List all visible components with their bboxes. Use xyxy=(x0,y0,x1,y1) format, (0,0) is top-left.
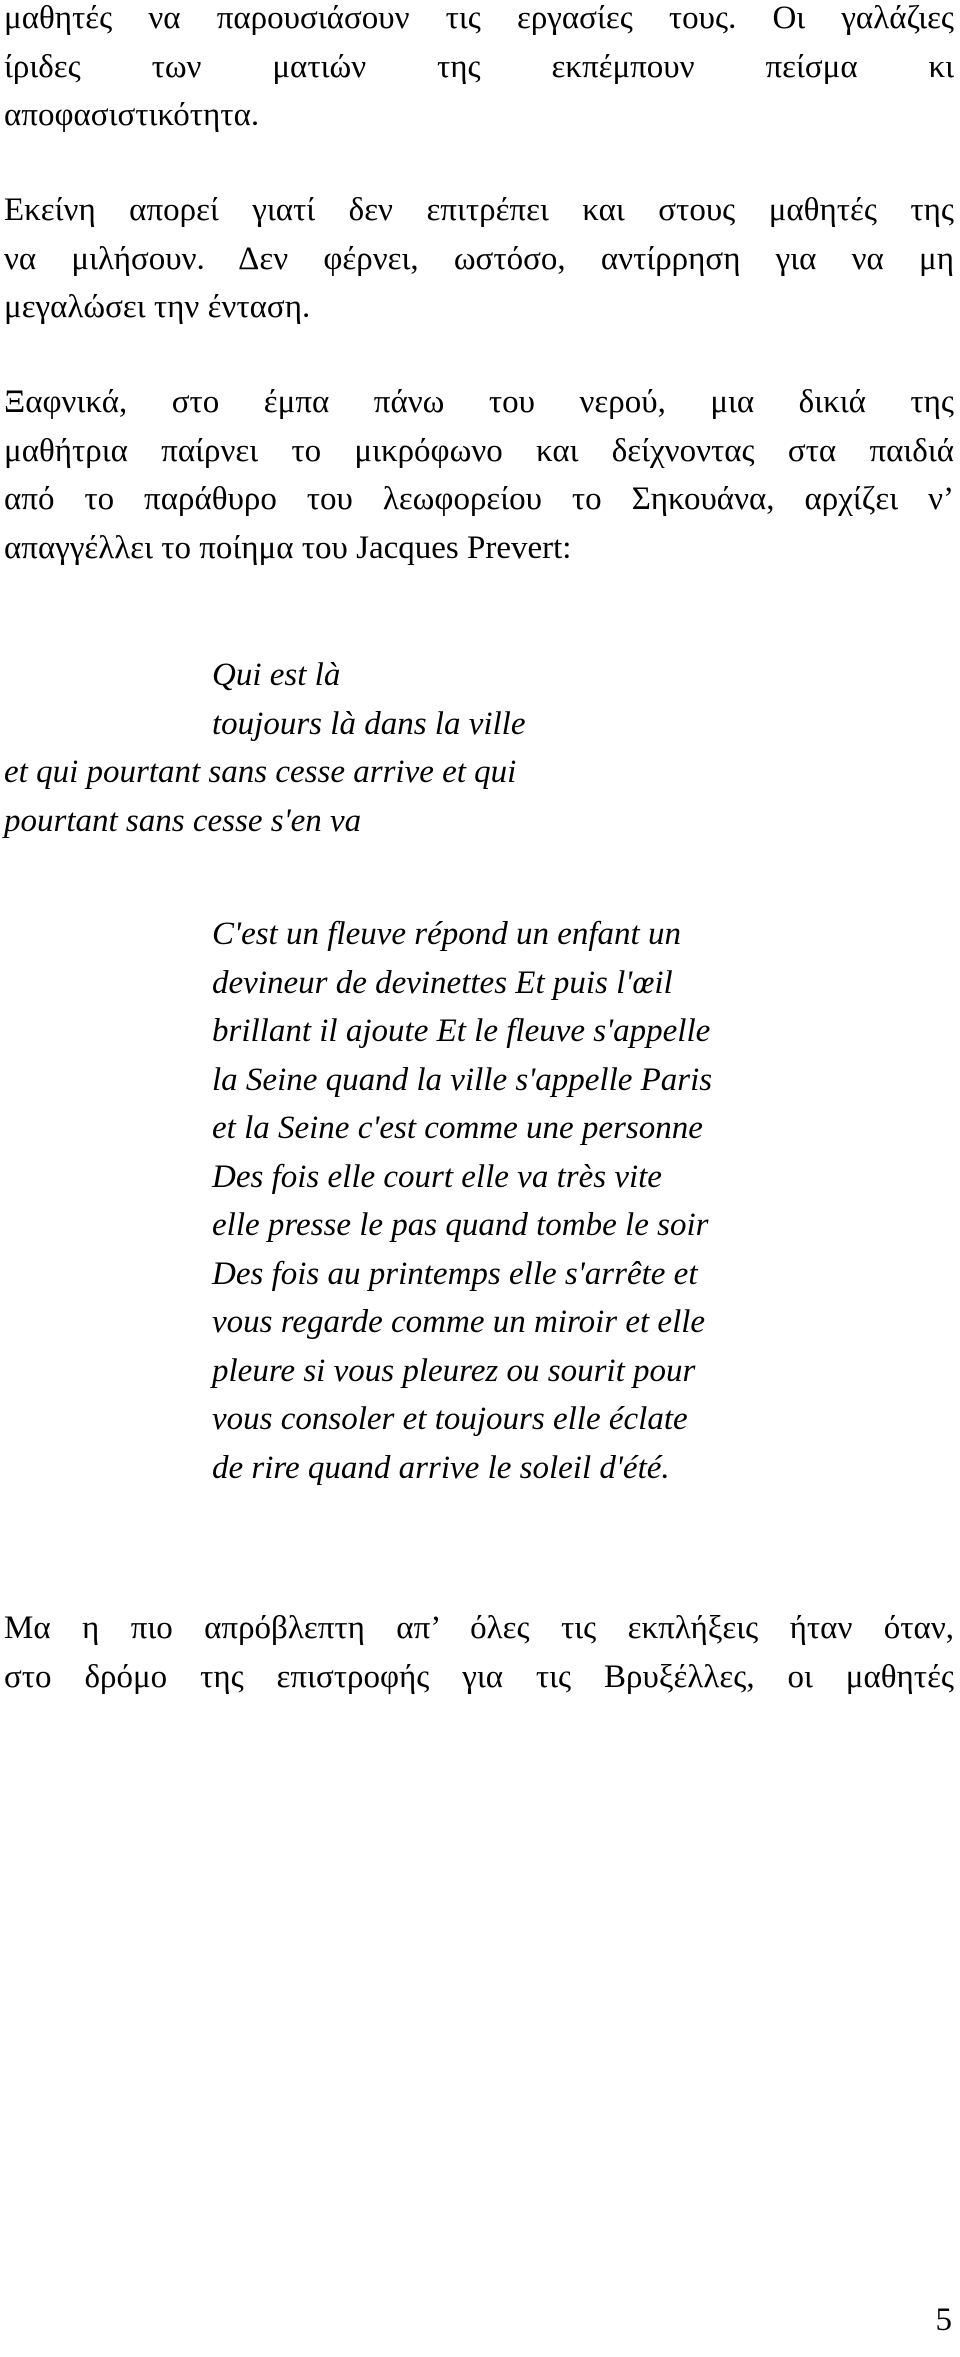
page-number: 5 xyxy=(935,2302,952,2338)
poem-line: elle presse le pas quand tombe le soir xyxy=(212,1207,709,1243)
poem-line: de rire quand arrive le soleil d'été. xyxy=(212,1449,670,1486)
poem-line: et qui pourtant sans cesse arrive et qui xyxy=(4,754,517,790)
poem-stanza-1-flush xyxy=(4,748,516,845)
poem-stanza-2 xyxy=(212,910,712,1492)
text-line: ίριδες των ματιών της εκπέμπουν πείσμα κι xyxy=(4,48,954,85)
text-line: Εκείνη απορεί γιατί δεν επιτρέπει και στους μαθητές της xyxy=(4,192,954,228)
text-line: μαθητές να παρουσιάσουν τις εργασίες τους. Οι γαλάζιες xyxy=(4,0,954,36)
poem-line: Qui est là xyxy=(212,657,341,693)
poem-line: pourtant sans cesse s'en va xyxy=(4,802,362,839)
poem-line: vous consoler et toujours elle éclate xyxy=(212,1401,688,1437)
poem-line: toujours là dans la ville xyxy=(212,705,526,742)
text-line: να μιλήσουν. Δεν φέρνει, ωστόσο, αντίρρηση για να μη xyxy=(4,240,954,277)
paragraph-3 xyxy=(4,378,954,572)
poem-stanza-1-indented xyxy=(212,651,526,748)
text-line: απαγγέλλει το ποίημα του Jacques Prevert: xyxy=(4,529,572,566)
poem-line: devineur de devinettes Et puis l'œil xyxy=(212,964,673,1001)
paragraph-2 xyxy=(4,186,954,332)
poem-line: vous regarde comme un miroir et elle xyxy=(212,1304,706,1340)
poem-line: brillant il ajoute Et le fleuve s'appelle xyxy=(212,1013,711,1049)
poem-line: Des fois au printemps elle s'arrête et xyxy=(212,1255,698,1292)
text-line: στο δρόμο της επιστροφής για τις Βρυξέλλες, οι μαθητές xyxy=(4,1658,954,1695)
paragraph-4 xyxy=(4,1604,954,1701)
text-line: αποφασιστικότητα. xyxy=(4,97,260,133)
text-line: μαθήτρια παίρνει το μικρόφωνο και δείχνοντας στα παιδιά xyxy=(4,432,954,469)
paragraph-1 xyxy=(4,0,954,140)
text-line: μεγαλώσει την ένταση. xyxy=(4,289,311,325)
text-line: Μα η πιο απρόβλεπτη απ’ όλες τις εκπλήξεις ήταν όταν, xyxy=(4,1610,954,1646)
poem-line: pleure si vous pleurez ou sourit pour xyxy=(212,1352,696,1389)
text-line: Ξαφνικά, στο έμπα πάνω του νερού, μια δικιά της xyxy=(4,384,954,420)
text-line: από το παράθυρο του λεωφορείου το Σηκουάνα, αρχίζει ν’ xyxy=(4,481,954,517)
poem-line: Des fois elle court elle va très vite xyxy=(212,1158,662,1195)
poem-line: C'est un fleuve répond un enfant un xyxy=(212,916,681,952)
poem-line: la Seine quand la ville s'appelle Paris xyxy=(212,1061,713,1098)
poem-line: et la Seine c'est comme une personne xyxy=(212,1110,703,1146)
